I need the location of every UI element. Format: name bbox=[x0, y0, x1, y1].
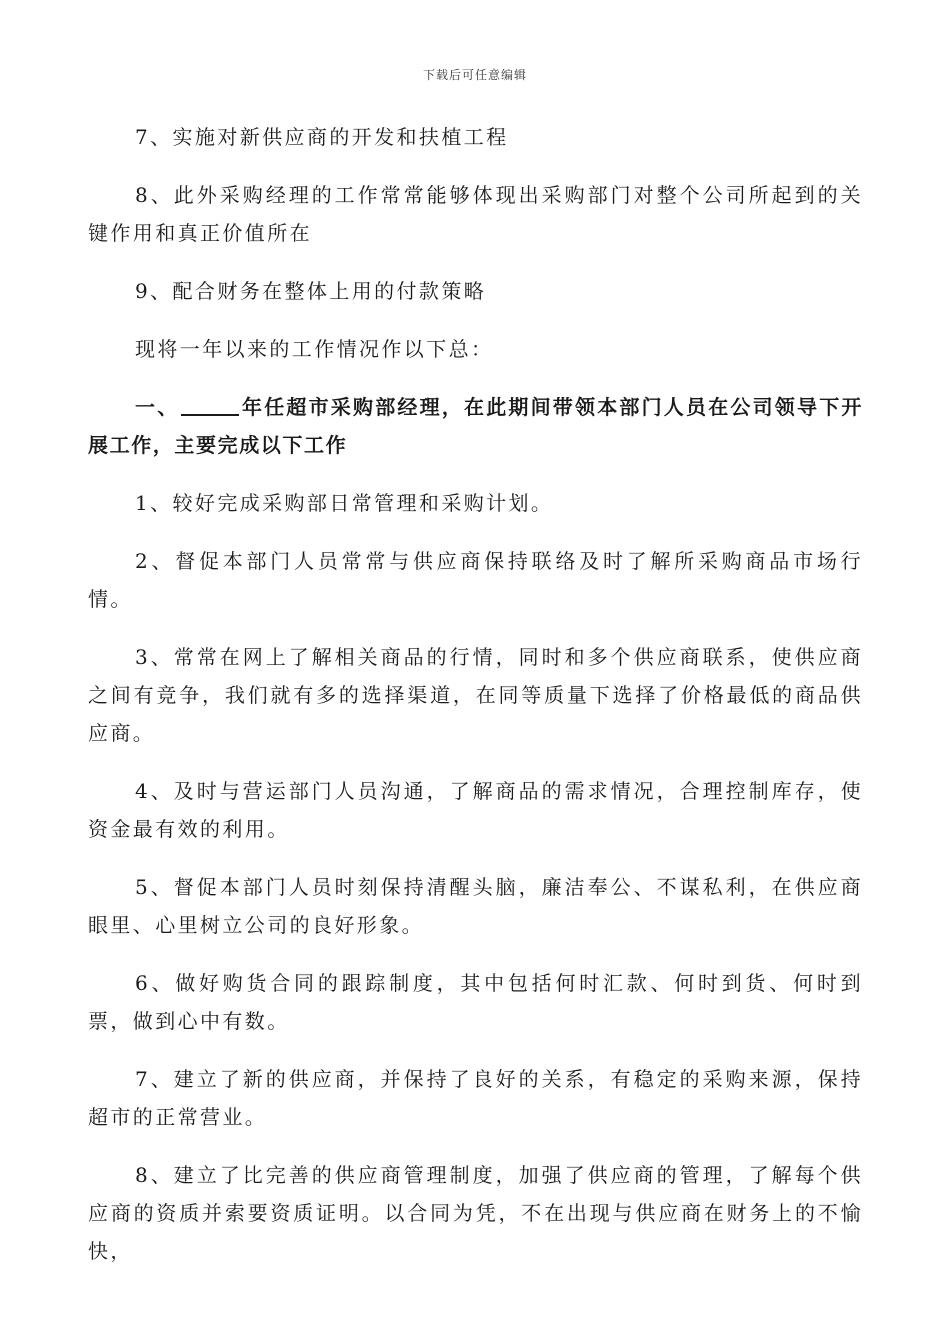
document-body bbox=[88, 118, 863, 1290]
section-heading-text: 年任超市采购部经理，在此期间带领本部门人员在公司领导下开展工作，主要完成以下工作 bbox=[88, 395, 863, 457]
work-item-4: 4、及时与营运部门人员沟通，了解商品的需求情况，合理控制库存，使资金最有效的利用。 bbox=[88, 779, 863, 841]
paragraph-item-8: 8、此外采购经理的工作常常能够体现出采购部门对整个公司所起到的关键作用和真正价值所在 bbox=[88, 183, 863, 245]
paragraph-item-9: 9、配合财务在整体上用的付款策略 bbox=[135, 279, 487, 303]
page-header-note: 下载后可任意编辑 bbox=[422, 68, 527, 82]
year-blank bbox=[181, 394, 239, 416]
work-item-7: 7、建立了新的供应商，并保持了良好的关系，有稳定的采购来源，保持超市的正常营业。 bbox=[88, 1067, 863, 1129]
section-heading bbox=[88, 388, 863, 464]
work-item-1: 1、较好完成采购部日常管理和采购计划。 bbox=[135, 491, 554, 515]
section-heading-prefix: 一、 bbox=[135, 395, 180, 419]
work-item-3: 3、常常在网上了解相关商品的行情，同时和多个供应商联系，使供应商之间有竞争，我们就有多的选择渠道，在同等质量下选择了价格最低的商品供应商。 bbox=[88, 645, 863, 745]
work-item-6: 6、做好购货合同的跟踪制度，其中包括何时汇款、何时到货、何时到票，做到心中有数。 bbox=[88, 971, 863, 1033]
paragraph-item-7: 7、实施对新供应商的开发和扶植工程 bbox=[135, 125, 509, 149]
work-item-8: 8、建立了比完善的供应商管理制度，加强了供应商的管理，了解每个供应商的资质并索要资质证明。以合同为凭，不在出现与供应商在财务上的不愉快， bbox=[88, 1163, 863, 1263]
work-item-2: 2、督促本部门人员常常与供应商保持联络及时了解所采购商品市场行情。 bbox=[88, 549, 863, 611]
summary-intro: 现将一年以来的工作情况作以下总： bbox=[135, 337, 494, 361]
work-item-5: 5、督促本部门人员时刻保持清醒头脑，廉洁奉公、不谋私利，在供应商眼里、心里树立公司的良好形象。 bbox=[88, 875, 863, 937]
